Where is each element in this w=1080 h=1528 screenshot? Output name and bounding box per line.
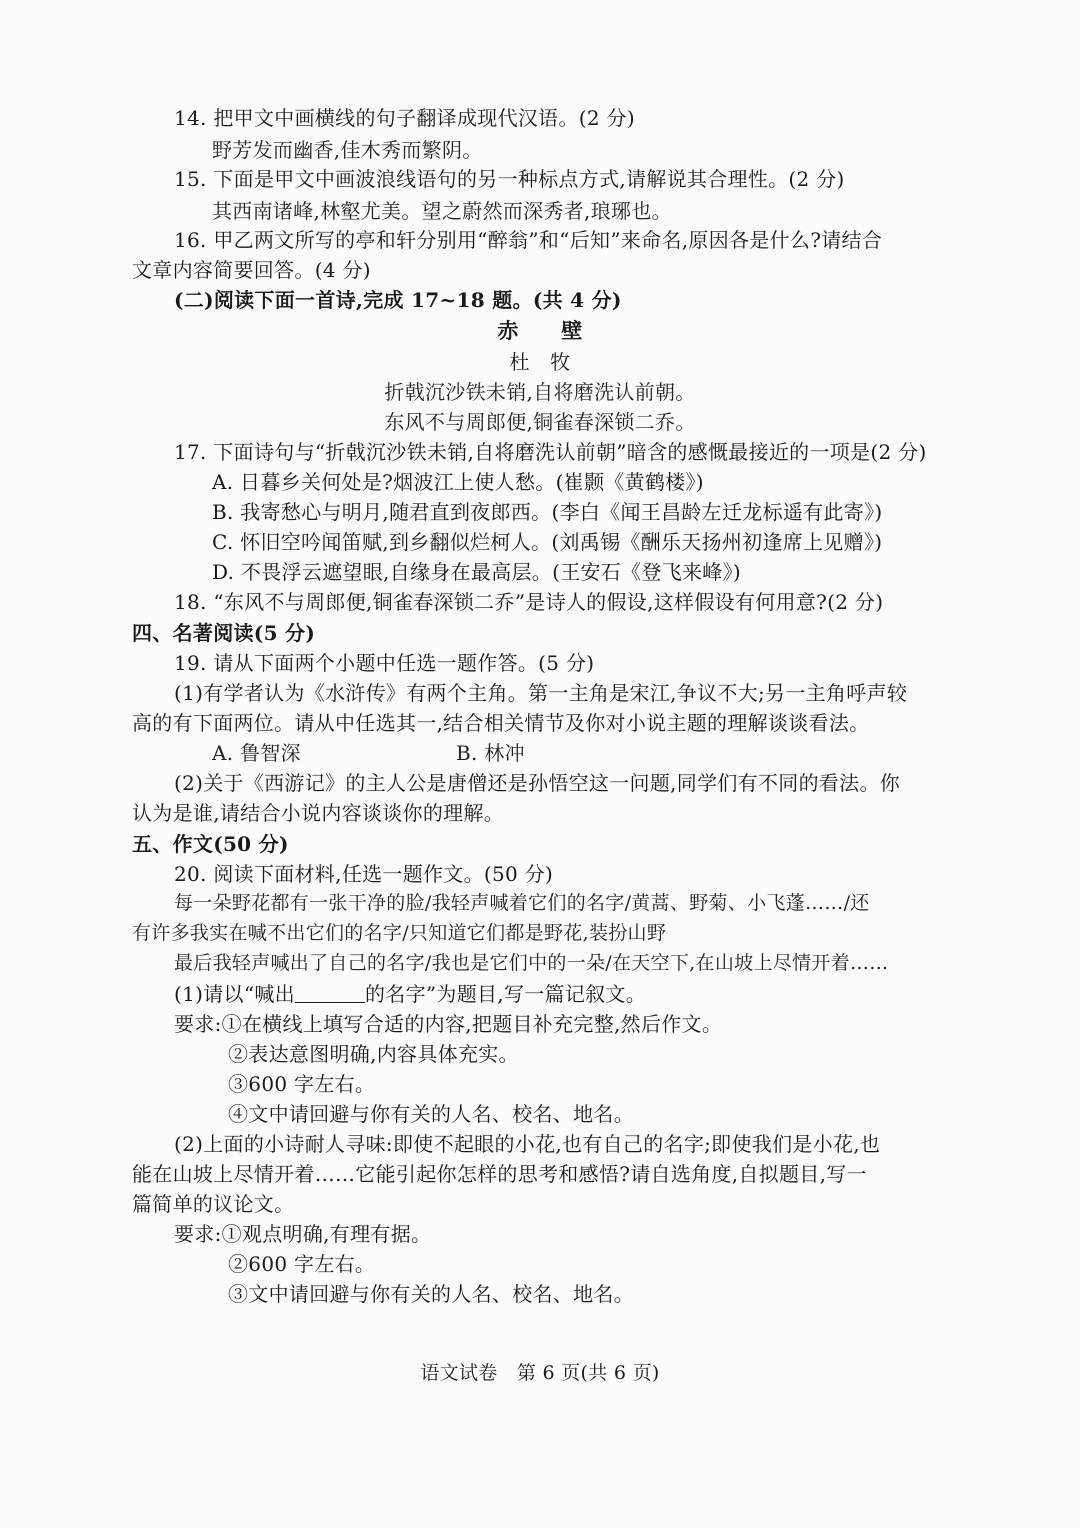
question-19-option-a: A. 鲁智深: [212, 741, 301, 765]
question-20-stem: 20. 阅读下面材料,任选一题作文。(50 分): [174, 862, 554, 886]
page-footer: 语文试卷 第 6 页(共 6 页): [420, 1362, 660, 1384]
topic-2-requirement-3: ③文中请回避与你有关的人名、校名、地名。: [228, 1282, 634, 1306]
poem-line-1: 折戟沉沙铁未销,自将磨洗认前朝。: [384, 380, 696, 404]
section-5-heading: 五、作文(50 分): [132, 832, 289, 856]
question-17-option-b: B. 我寄愁心与明月,随君直到夜郎西。(李白《闻王昌龄左迁龙标遥有此寄》): [212, 500, 883, 524]
question-19-part1-line2: 高的有下面两位。请从中任选其一,结合相关情节及你对小说主题的理解谈谈看法。: [132, 711, 870, 735]
question-14-stem: 14. 把甲文中画横线的句子翻译成现代汉语。(2 分): [174, 106, 635, 130]
topic-2-line1: (2)上面的小诗耐人寻味:即使不起眼的小花,也有自己的名字;即使我们是小花,也: [174, 1132, 881, 1156]
question-18-stem: 18. “东风不与周郎便,铜雀春深锁二乔”是诗人的假设,这样假设有何用意?(2 分): [174, 590, 884, 614]
question-15-sentence: 其西南诸峰,林壑尤美。望之蔚然而深秀者,琅琊也。: [212, 199, 672, 223]
question-17-stem: 17. 下面诗句与“折戟沉沙铁未销,自将磨洗认前朝”暗含的感慨最接近的一项是(2 分): [174, 440, 927, 464]
poem-title: 赤 壁: [497, 318, 583, 343]
question-19-part2-line1: (2)关于《西游记》的主人公是唐僧还是孙悟空这一问题,同学们有不同的看法。你: [174, 771, 901, 795]
poem-line-2: 东风不与周郎便,铜雀春深锁二乔。: [384, 410, 696, 434]
question-19-part1-line1: (1)有学者认为《水浒传》有两个主角。第一主角是宋江,争议不大;另一主角呼声较: [174, 681, 908, 705]
question-16-line1: 16. 甲乙两文所写的亭和轩分别用“醉翁”和“后知”来命名,原因各是什么?请结合: [174, 228, 883, 252]
topic-1-blank: [295, 980, 365, 1003]
question-14-sentence: 野芳发而幽香,佳木秀而繁阴。: [212, 138, 483, 162]
topic-2-requirement-1: 要求:①观点明确,有理有据。: [174, 1222, 432, 1246]
question-15-stem: 15. 下面是甲文中画波浪线语句的另一种标点方式,请解说其合理性。(2 分): [174, 167, 845, 191]
topic-2-requirement-2: ②600 字左右。: [228, 1252, 376, 1276]
question-16-line2: 文章内容简要回答。(4 分): [132, 258, 371, 282]
question-19-stem: 19. 请从下面两个小题中任选一题作答。(5 分): [174, 651, 595, 675]
topic-1-requirement-4: ④文中请回避与你有关的人名、校名、地名。: [228, 1102, 634, 1126]
question-19-option-b: B. 林冲: [456, 741, 525, 765]
material-poem-line3: 最后我轻声喊出了自己的名字/我也是它们中的一朵/在天空下,在山坡上尽情开着……: [174, 952, 889, 974]
topic-1-line: [174, 979, 646, 1009]
material-poem-line2: 有许多我实在喊不出它们的名字/只知道它们都是野花,装扮山野: [132, 922, 667, 944]
topic-1-prefix: (1)请以“喊出: [174, 982, 295, 1006]
part-2-heading: (二)阅读下面一首诗,完成 17~18 题。(共 4 分): [174, 288, 622, 312]
topic-1-requirement-3: ③600 字左右。: [228, 1072, 376, 1096]
topic-1-requirement-2: ②表达意图明确,内容具体充实。: [228, 1042, 519, 1066]
poem-author: 杜 牧: [509, 350, 571, 374]
topic-1-requirement-1: 要求:①在横线上填写合适的内容,把题目补充完整,然后作文。: [174, 1012, 723, 1036]
question-17-option-c: C. 怀旧空吟闻笛赋,到乡翻似烂柯人。(刘禹锡《酬乐天扬州初逢席上见赠》): [212, 530, 883, 554]
question-17-option-d: D. 不畏浮云遮望眼,自缘身在最高层。(王安石《登飞来峰》): [212, 560, 741, 584]
topic-2-line3: 篇简单的议论文。: [132, 1192, 295, 1216]
topic-1-suffix: 的名字”为题目,写一篇记叙文。: [364, 982, 647, 1006]
topic-2-line2: 能在山坡上尽情开着……它能引起你怎样的思考和感悟?请自选角度,自拟题目,写一: [132, 1162, 867, 1186]
section-4-heading: 四、名著阅读(5 分): [132, 621, 316, 645]
question-19-part2-line2: 认为是谁,请结合小说内容谈谈你的理解。: [132, 801, 505, 825]
material-poem-line1: 每一朵野花都有一张干净的脸/我轻声喊着它们的名字/黄蒿、野菊、小飞蓬……/还: [174, 892, 870, 914]
question-17-option-a: A. 日暮乡关何处是?烟波江上使人愁。(崔颢《黄鹤楼》): [212, 470, 704, 494]
